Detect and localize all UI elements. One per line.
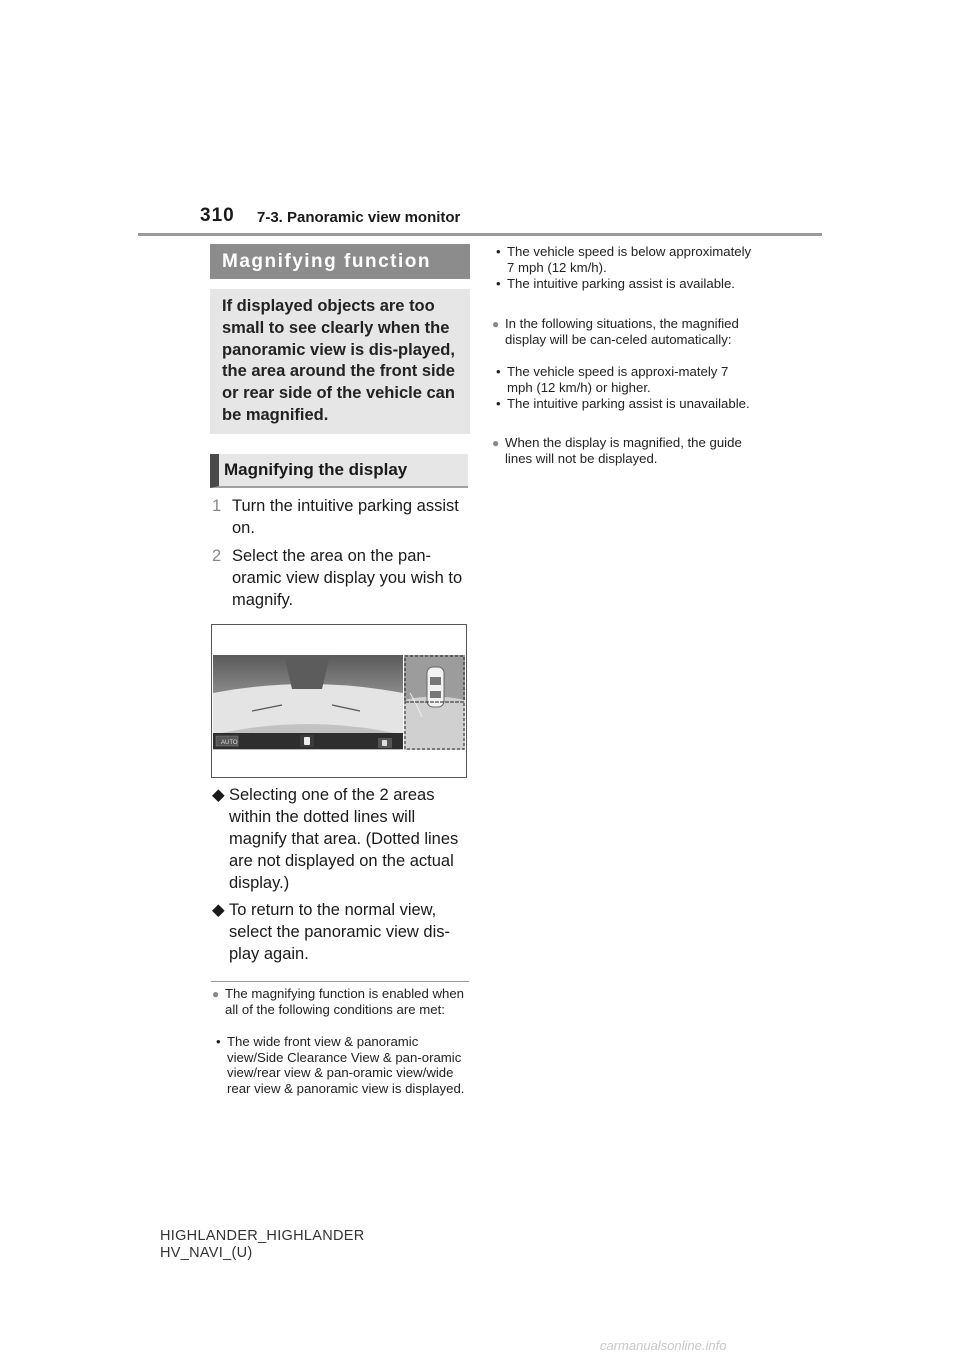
subheading: Magnifying the display <box>210 454 468 488</box>
sub-item <box>492 364 754 395</box>
note-divider <box>211 981 469 982</box>
circle-bullet-icon: ● <box>212 987 220 1001</box>
bullet-item <box>212 784 470 894</box>
sub-item <box>492 244 754 275</box>
sub-text: The intuitive parking assist is available. <box>507 276 735 291</box>
diamond-bullet-icon: ◆ <box>212 901 225 919</box>
note-text: The magnifying function is enabled when all of the following conditions are met: <box>225 986 464 1017</box>
circle-bullet-icon: ● <box>492 436 500 450</box>
bullet-text: Selecting one of the 2 areas within the dotted lines will magnify that area. (Dotted lines are not displayed on the actual display.) <box>229 786 459 892</box>
panoramic-display-illustration <box>212 625 466 777</box>
dot-bullet-icon: • <box>496 244 501 259</box>
bullet-text: To return to the normal view, select the panoramic view dis-play again. <box>229 901 451 963</box>
step-1 <box>212 495 470 539</box>
dot-bullet-icon: • <box>216 1034 221 1049</box>
intro-text: If displayed objects are too small to see clearly when the panoramic view is dis-played, the area around the front side or rear side of the vehicle can be magnified. <box>222 297 455 424</box>
dot-bullet-icon: • <box>496 276 501 291</box>
vehicle-icon <box>427 667 444 707</box>
note-item <box>492 316 754 347</box>
sub-text: The wide front view & panoramic view/Side Clearance View & pan-oramic view/rear view & pan-oramic view/wide rear view & panoramic view is displayed. <box>227 1034 465 1096</box>
sub-item <box>212 1034 470 1096</box>
dot-bullet-icon: • <box>496 364 501 379</box>
note-text: When the display is magnified, the guide lines will not be displayed. <box>505 435 742 466</box>
panoramic-view-figure <box>211 624 467 778</box>
diamond-bullet-icon: ◆ <box>212 786 225 804</box>
header-rule <box>138 233 822 236</box>
sub-item <box>492 396 754 412</box>
circle-bullet-icon: ● <box>492 317 500 331</box>
note-text: In the following situations, the magnified display will be can-celed automatically: <box>505 316 739 347</box>
page-number: 310 <box>200 205 235 226</box>
hood-shape <box>284 655 330 689</box>
note-item <box>492 435 754 466</box>
step-2 <box>212 545 470 611</box>
step-text: Turn the intuitive parking assist on. <box>232 497 459 537</box>
sub-text: The intuitive parking assist is unavailable. <box>507 396 750 411</box>
intro-box <box>210 289 470 434</box>
watermark: carmanualsonline.info <box>600 1338 727 1353</box>
footer-model-code <box>160 1228 365 1261</box>
dot-bullet-icon: • <box>496 396 501 411</box>
footer-line-1: HIGHLANDER_HIGHLANDER <box>160 1228 365 1244</box>
bullet-item <box>212 899 470 965</box>
sub-item <box>492 276 754 292</box>
step-text: Select the area on the pan-oramic view display you wish to magnify. <box>232 547 463 609</box>
auto-label: AUTO <box>221 740 238 746</box>
section-heading: Magnifying function <box>210 244 470 279</box>
step-number: 1 <box>212 497 222 515</box>
note-item <box>212 986 470 1017</box>
footer-line-2: HV_NAVI_(U) <box>160 1244 253 1261</box>
sub-text: The vehicle speed is below approximately 7 mph (12 km/h). <box>507 244 752 275</box>
section-title: 7-3. Panoramic view monitor <box>257 209 461 226</box>
sub-text: The vehicle speed is approxi-mately 7 mph (12 km/h) or higher. <box>507 364 729 395</box>
step-number: 2 <box>212 547 222 565</box>
